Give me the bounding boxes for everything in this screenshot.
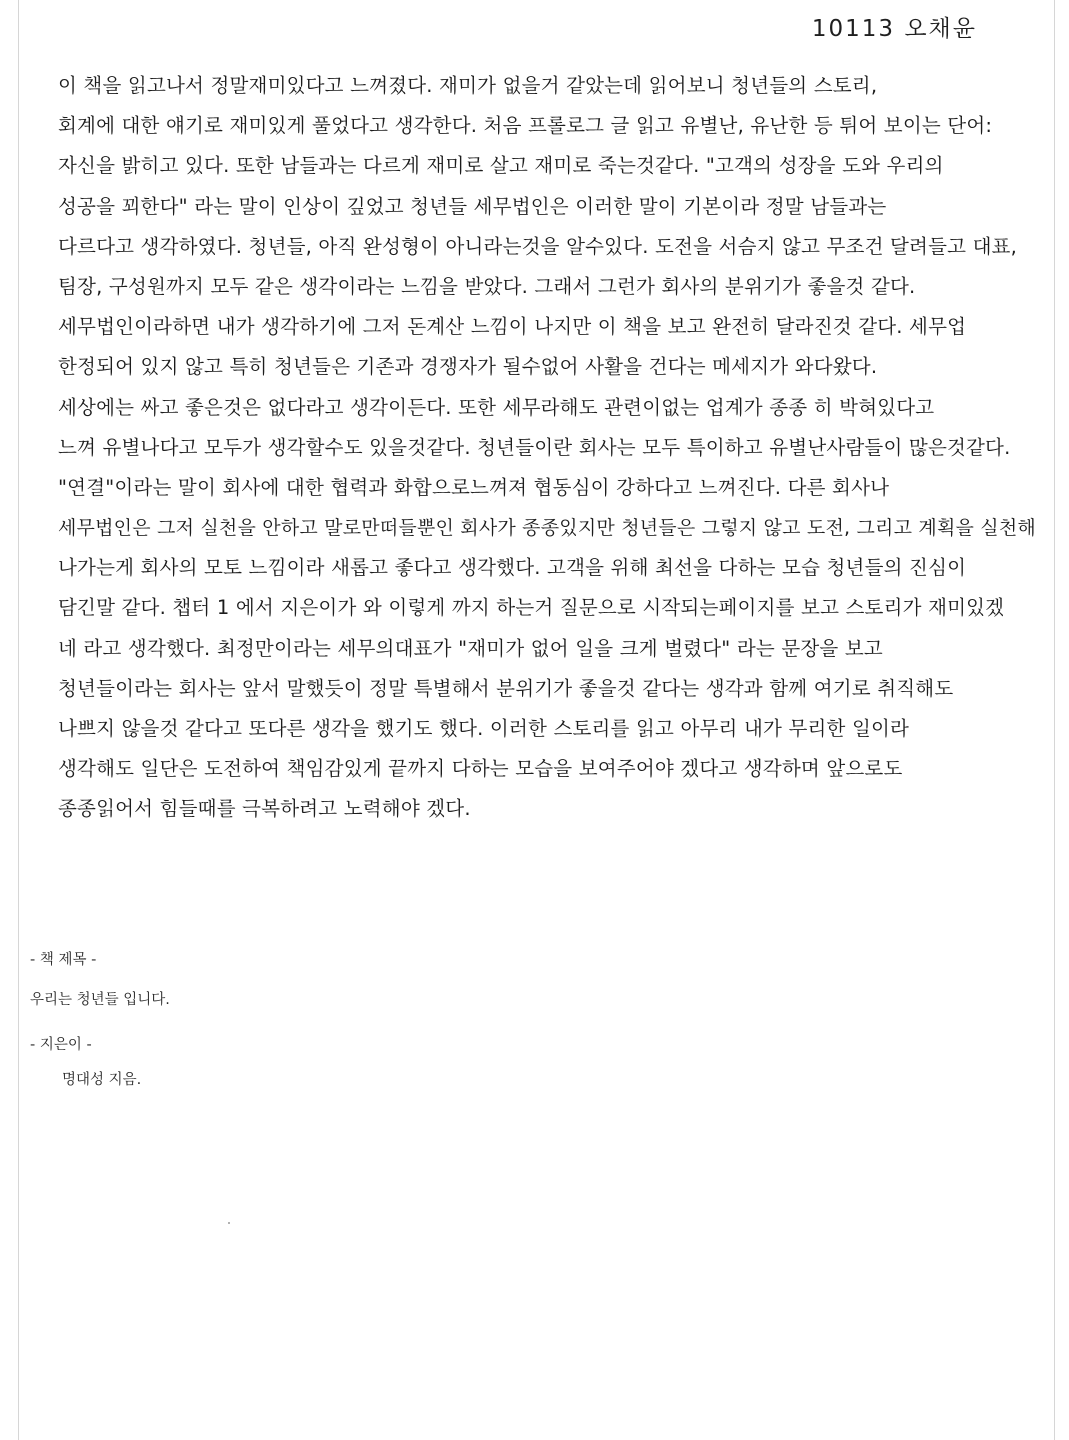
book-title-value: 우리는 청년들 입니다. <box>30 992 170 1008</box>
essay-line-15: 네 라고 생각했다. 최정만이라는 세무의대표가 "재미가 없어 일을 크게 벌렸다" 라는 문장을 보고 <box>58 636 883 660</box>
essay-line-10: 느껴 유별나다고 모두가 생각할수도 있을것같다. 청년들이란 회사는 모두 특이하고 유별난사람들이 많은것같다. <box>58 435 1011 459</box>
author-value: 명대성 지음. <box>62 1072 142 1088</box>
essay-body <box>58 66 1048 830</box>
essay-line-5: 다르다고 생각하였다. 청년들, 아직 완성형이 아니라는것을 알수있다. 도전을 서슴지 않고 무조건 달려들고 대표, <box>58 234 1018 258</box>
essay-line-19: 종종읽어서 힘들때를 극복하려고 노력해야 겠다. <box>58 797 471 821</box>
paper-speck <box>228 1222 230 1224</box>
essay-line-2: 회계에 대한 얘기로 재미있게 풀었다고 생각한다. 처음 프롤로그 글 읽고 유별난, 유난한 등 튀어 보이는 단어: <box>58 114 993 138</box>
book-title-label: - 책 제목 - <box>30 952 97 968</box>
student-id-name: 10113 오채윤 <box>811 16 977 42</box>
page-right-edge <box>1054 0 1055 1440</box>
essay-line-11: "연결"이라는 말이 회사에 대한 협력과 화합으로느껴져 협동심이 강하다고 느껴진다. 다른 회사나 <box>58 475 890 499</box>
essay-line-14: 담긴말 같다. 챕터 1 에서 지은이가 와 이렇게 까지 하는거 질문으로 시작되는페이지를 보고 스토리가 재미있겠 <box>58 596 1005 620</box>
essay-line-7: 세무법인이라하면 내가 생각하기에 그저 돈계산 느낌이 나지만 이 책을 보고 완전히 달라진것 같다. 세무업 <box>58 315 967 339</box>
essay-line-3: 자신을 밝히고 있다. 또한 남들과는 다르게 재미로 살고 재미로 죽는것같다. "고객의 성장을 도와 우리의 <box>58 154 944 178</box>
essay-line-17: 나쁘지 않을것 같다고 또다른 생각을 했기도 했다. 이러한 스토리를 읽고 아무리 내가 무리한 일이라 <box>58 717 910 740</box>
essay-line-9: 세상에는 싸고 좋은것은 없다라고 생각이든다. 또한 세무라해도 관련이없는 업계가 종종 히 박혀있다고 <box>58 395 935 419</box>
essay-line-13: 나가는게 회사의 모토 느낌이라 새롭고 좋다고 생각했다. 고객을 위해 최선을 다하는 모습 청년들의 진심이 <box>58 556 967 580</box>
page-left-edge <box>18 0 19 1440</box>
essay-line-4: 성공을 꾀한다" 라는 말이 인상이 깊었고 청년들 세무법인은 이러한 말이 기본이라 정말 남들과는 <box>58 194 887 218</box>
author-label: - 지은이 - <box>30 1037 92 1053</box>
essay-line-12: 세무법인은 그저 실천을 안하고 말로만떠들뿐인 회사가 종종있지만 청년들은 그렇지 않고 도전, 그리고 계획을 실천해 <box>58 517 1036 540</box>
essay-line-16: 청년들이라는 회사는 앞서 말했듯이 정말 특별해서 분위기가 좋을것 같다는 생각과 함께 여기로 취직해도 <box>58 676 954 700</box>
essay-line-18: 생각해도 일단은 도전하여 책임감있게 끝까지 다하는 모습을 보여주어야 겠다고 생각하며 앞으로도 <box>58 757 903 781</box>
essay-line-1: 이 책을 읽고나서 정말재미있다고 느껴졌다. 재미가 없을거 같았는데 읽어보니 청년들의 스토리, <box>58 74 878 97</box>
essay-line-8: 한정되어 있지 않고 특히 청년들은 기존과 경쟁자가 될수없어 사활을 건다는 메세지가 와다왔다. <box>58 355 878 379</box>
essay-line-6: 팀장, 구성원까지 모두 같은 생각이라는 느낌을 받았다. 그래서 그런가 회사의 분위기가 좋을것 같다. <box>58 274 916 298</box>
